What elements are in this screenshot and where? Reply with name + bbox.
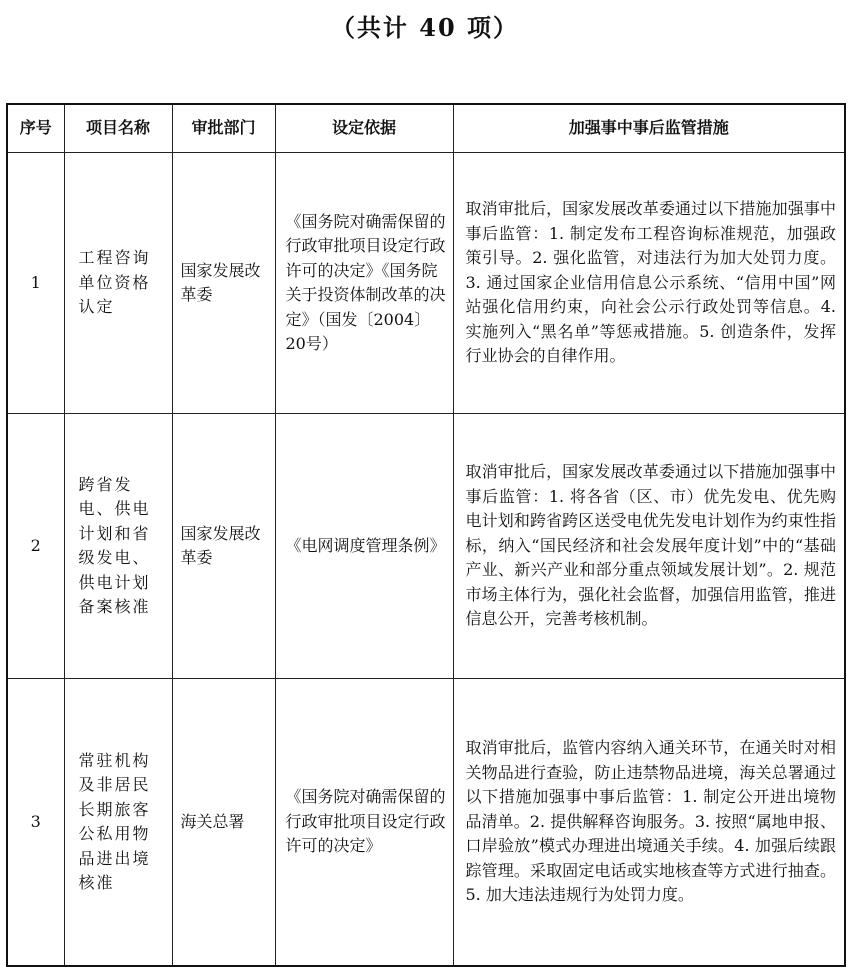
cell-basis: 《国务院对确需保留的行政审批项目设定行政许可的决定》 [275, 679, 453, 967]
cell-measure: 取消审批后，监管内容纳入通关环节，在通关时对相关物品进行查验，防止违禁物品进境，海关总署通过以下措施加强事中事后监管：1. 制定公开进出境物品清单。2. 提供解释咨询服务。3. 按照“属地申报、口岸验放”模式办理进出境通关手续。4. 加强后续跟踪管理。采取固定电话或实地核查等方式进行抽查。5. 加大违法违规行为处罚力度。 [453, 679, 845, 967]
page-title: （共计 40 项） [330, 13, 520, 42]
table-row [7, 414, 845, 679]
table-row [7, 153, 845, 414]
table-row [7, 679, 845, 967]
header-no: 序号 [7, 104, 64, 153]
cell-item-name: 常驻机构及非居民长期旅客公私用物品进出境核准 [64, 679, 172, 967]
header-name: 项目名称 [64, 104, 172, 153]
header-row [7, 104, 845, 153]
cell-item-name: 跨省发电、供电计划和省级发电、供电计划备案核准 [64, 414, 172, 679]
header-dept: 审批部门 [172, 104, 275, 153]
cell-basis: 《国务院对确需保留的行政审批项目设定行政许可的决定》《国务院关于投资体制改革的决定》（国发〔2004〕20号） [275, 153, 453, 414]
cell-dept: 国家发展改革委 [172, 153, 275, 414]
measures-table [6, 103, 846, 967]
header-measure: 加强事中事后监管措施 [453, 104, 845, 153]
cell-item-name: 工程咨询单位资格认定 [64, 153, 172, 414]
cell-measure: 取消审批后，国家发展改革委通过以下措施加强事中事后监管：1. 制定发布工程咨询标准规范，加强政策引导。2. 强化监管，对违法行为加大处罚力度。3. 通过国家企业信用信息公示系统、“信用中国”网站强化信用约束，向社会公示行政处罚等信息。4. 实施列入“黑名单”等惩戒措施。5. 创造条件，发挥行业协会的自律作用。 [453, 153, 845, 414]
cell-dept: 海关总署 [172, 679, 275, 967]
header-basis: 设定依据 [275, 104, 453, 153]
cell-no: 1 [7, 153, 64, 414]
cell-no: 2 [7, 414, 64, 679]
cell-dept: 国家发展改革委 [172, 414, 275, 679]
cell-measure: 取消审批后，国家发展改革委通过以下措施加强事中事后监管：1. 将各省（区、市）优先发电、优先购电计划和跨省跨区送受电优先发电计划作为约束性指标，纳入“国民经济和社会发展年度计划”中的“基础产业、新兴产业和部分重点领域发展计划”。2. 规范市场主体行为，强化社会监督，加强信用监管，推进信息公开，完善考核机制。 [453, 414, 845, 679]
cell-no: 3 [7, 679, 64, 967]
cell-basis: 《电网调度管理条例》 [275, 414, 453, 679]
